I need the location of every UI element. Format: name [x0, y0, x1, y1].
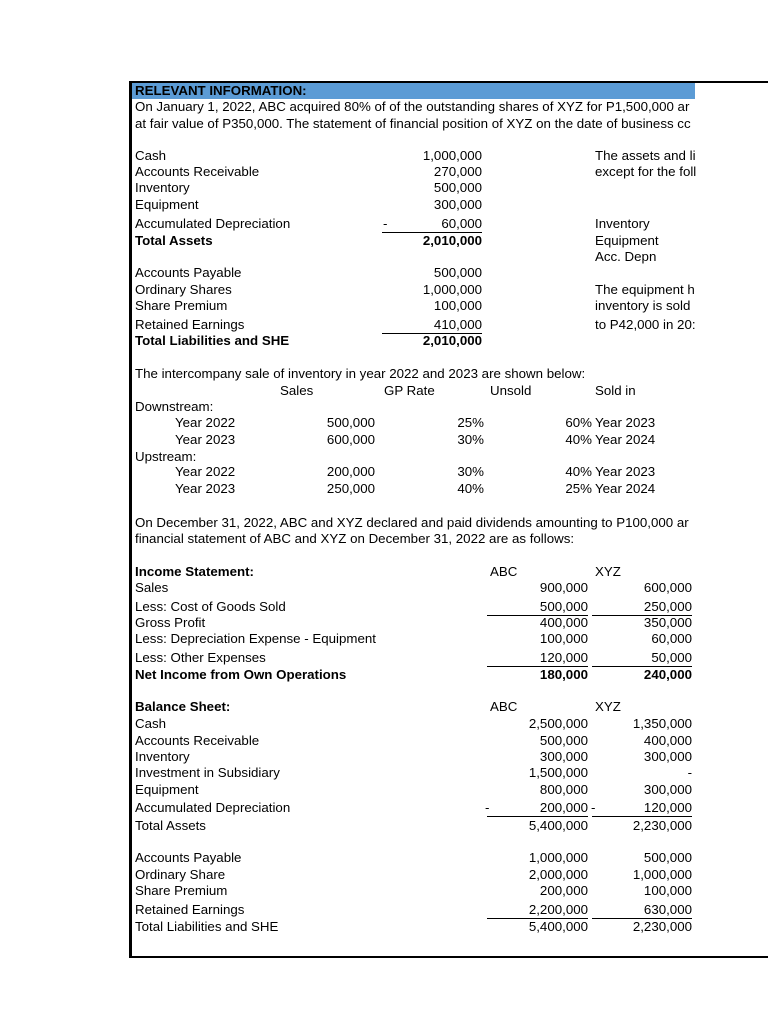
sold-in: Year 2023 — [595, 464, 656, 479]
bs-xyz-value: - — [687, 765, 692, 780]
is-xyz-value: 250,000 — [592, 599, 692, 616]
side-note: The equipment h — [595, 282, 695, 297]
opening-value: 60,000 — [382, 216, 482, 233]
opening-value: 100,000 — [433, 298, 482, 313]
negative-sign: - — [591, 800, 596, 815]
bs-label: Inventory — [135, 749, 190, 764]
bs-xyz-value: 1,350,000 — [632, 716, 692, 731]
intercompany-intro: The intercompany sale of inventory in year 2022 and 2023 are shown below: — [135, 366, 586, 381]
opening-label: Total Liabilities and SHE — [135, 333, 290, 348]
is-xyz-value: 50,000 — [592, 650, 692, 667]
is-xyz-value: 350,000 — [643, 615, 692, 630]
opening-value: 300,000 — [433, 197, 482, 212]
opening-label: Accounts Payable — [135, 265, 242, 280]
bs-abc-value: 2,500,000 — [528, 716, 588, 731]
column-header: Unsold — [490, 383, 532, 398]
is-abc-value: 100,000 — [539, 631, 588, 646]
opening-value: 1,000,000 — [422, 148, 482, 163]
column-header: Sold in — [595, 383, 636, 398]
opening-label: Equipment — [135, 197, 199, 212]
opening-label: Share Premium — [135, 298, 228, 313]
is-label: Less: Other Expenses — [135, 650, 266, 665]
negative-sign: - — [383, 216, 388, 231]
bs-label: Equipment — [135, 782, 199, 797]
side-note: to P42,000 in 20: — [595, 317, 696, 332]
is-abc-value: 180,000 — [539, 667, 588, 682]
group-label: Upstream: — [135, 449, 197, 464]
year-label: Year 2022 — [175, 464, 236, 479]
bs-xyz-value: 100,000 — [643, 883, 692, 898]
opening-label: Total Assets — [135, 233, 213, 248]
gp-rate: 30% — [457, 464, 484, 479]
year-label: Year 2022 — [175, 415, 236, 430]
is-title: Income Statement: — [135, 564, 254, 579]
bs-xyz-value: 1,000,000 — [632, 867, 692, 882]
bs-xyz-value: 120,000 — [592, 800, 692, 817]
year-label: Year 2023 — [175, 481, 236, 496]
bs-label: Total Liabilities and SHE — [135, 919, 279, 934]
bs-abc-value: 5,400,000 — [528, 818, 588, 833]
column-xyz: XYZ — [595, 564, 621, 579]
side-note: except for the foll — [595, 164, 697, 179]
sales-value: 250,000 — [326, 481, 375, 496]
bs-xyz-value: 2,230,000 — [632, 919, 692, 934]
bs-abc-value: 1,500,000 — [528, 765, 588, 780]
unsold-pct: 25% — [565, 481, 592, 496]
opening-label: Inventory — [135, 180, 190, 195]
bs-label: Accumulated Depreciation — [135, 800, 291, 815]
sales-value: 500,000 — [326, 415, 375, 430]
bs-label: Investment in Subsidiary — [135, 765, 280, 780]
negative-sign: - — [485, 800, 490, 815]
is-label: Sales — [135, 580, 169, 595]
section-header: RELEVANT INFORMATION: — [132, 83, 695, 99]
sales-value: 200,000 — [326, 464, 375, 479]
bs-abc-value: 500,000 — [539, 733, 588, 748]
opening-value: 1,000,000 — [422, 282, 482, 297]
gp-rate: 25% — [457, 415, 484, 430]
bs-xyz-value: 500,000 — [643, 850, 692, 865]
opening-value: 2,010,000 — [422, 333, 482, 348]
bs-abc-value: 2,000,000 — [528, 867, 588, 882]
bs-abc-value: 200,000 — [539, 883, 588, 898]
column-abc: ABC — [490, 564, 518, 579]
bs-abc-value: 5,400,000 — [528, 919, 588, 934]
side-note: The assets and li — [595, 148, 696, 163]
bs-label: Accounts Payable — [135, 850, 242, 865]
side-note: Equipment — [595, 233, 659, 248]
is-label: Gross Profit — [135, 615, 206, 630]
bs-abc-value: 300,000 — [539, 749, 588, 764]
sold-in: Year 2024 — [595, 481, 656, 496]
column-abc: ABC — [490, 699, 518, 714]
opening-value: 500,000 — [433, 180, 482, 195]
bs-abc-value: 200,000 — [487, 800, 588, 817]
column-header: Sales — [280, 383, 314, 398]
unsold-pct: 40% — [565, 432, 592, 447]
bs-label: Total Assets — [135, 818, 206, 833]
dividends-line: financial statement of ABC and XYZ on December 31, 2022 are as follows: — [135, 531, 575, 546]
sold-in: Year 2023 — [595, 415, 656, 430]
opening-value: 2,010,000 — [422, 233, 482, 248]
is-abc-value: 120,000 — [487, 650, 588, 667]
is-xyz-value: 600,000 — [643, 580, 692, 595]
intro-line: On January 1, 2022, ABC acquired 80% of of the outstanding shares of XYZ for P1,500,000 ar — [135, 99, 690, 114]
opening-label: Ordinary Shares — [135, 282, 232, 297]
is-label: Less: Depreciation Expense - Equipment — [135, 631, 376, 646]
opening-label: Cash — [135, 148, 167, 163]
gp-rate: 40% — [457, 481, 484, 496]
dividends-line: On December 31, 2022, ABC and XYZ declared and paid dividends amounting to P100,000 ar — [135, 515, 689, 530]
bs-label: Accounts Receivable — [135, 733, 260, 748]
is-label: Net Income from Own Operations — [135, 667, 347, 682]
side-note: Acc. Depn — [595, 249, 657, 264]
gp-rate: 30% — [457, 432, 484, 447]
sold-in: Year 2024 — [595, 432, 656, 447]
sales-value: 600,000 — [326, 432, 375, 447]
bs-label: Cash — [135, 716, 167, 731]
is-abc-value: 400,000 — [539, 615, 588, 630]
bs-label: Share Premium — [135, 883, 228, 898]
year-label: Year 2023 — [175, 432, 236, 447]
column-header: GP Rate — [384, 383, 435, 398]
bs-xyz-value: 2,230,000 — [632, 818, 692, 833]
side-note: Inventory — [595, 216, 650, 231]
bs-xyz-value: 300,000 — [643, 749, 692, 764]
is-xyz-value: 60,000 — [651, 631, 692, 646]
unsold-pct: 60% — [565, 415, 592, 430]
side-note: inventory is sold — [595, 298, 691, 313]
opening-label: Accounts Receivable — [135, 164, 260, 179]
bs-abc-value: 2,200,000 — [487, 902, 588, 919]
is-label: Less: Cost of Goods Sold — [135, 599, 286, 614]
bs-label: Retained Earnings — [135, 902, 245, 917]
is-abc-value: 900,000 — [539, 580, 588, 595]
opening-value: 500,000 — [433, 265, 482, 280]
bs-xyz-value: 400,000 — [643, 733, 692, 748]
bs-abc-value: 800,000 — [539, 782, 588, 797]
opening-value: 270,000 — [433, 164, 482, 179]
is-abc-value: 500,000 — [487, 599, 588, 616]
opening-value: 410,000 — [382, 317, 482, 334]
opening-label: Accumulated Depreciation — [135, 216, 291, 231]
bs-abc-value: 1,000,000 — [528, 850, 588, 865]
bs-xyz-value: 300,000 — [643, 782, 692, 797]
bs-xyz-value: 630,000 — [592, 902, 692, 919]
bs-label: Ordinary Share — [135, 867, 226, 882]
bs-title: Balance Sheet: — [135, 699, 231, 714]
group-label: Downstream: — [135, 399, 214, 414]
unsold-pct: 40% — [565, 464, 592, 479]
opening-label: Retained Earnings — [135, 317, 245, 332]
column-xyz: XYZ — [595, 699, 621, 714]
is-xyz-value: 240,000 — [643, 667, 692, 682]
intro-line: at fair value of P350,000. The statement of financial position of XYZ on the date of business cc — [135, 116, 691, 131]
